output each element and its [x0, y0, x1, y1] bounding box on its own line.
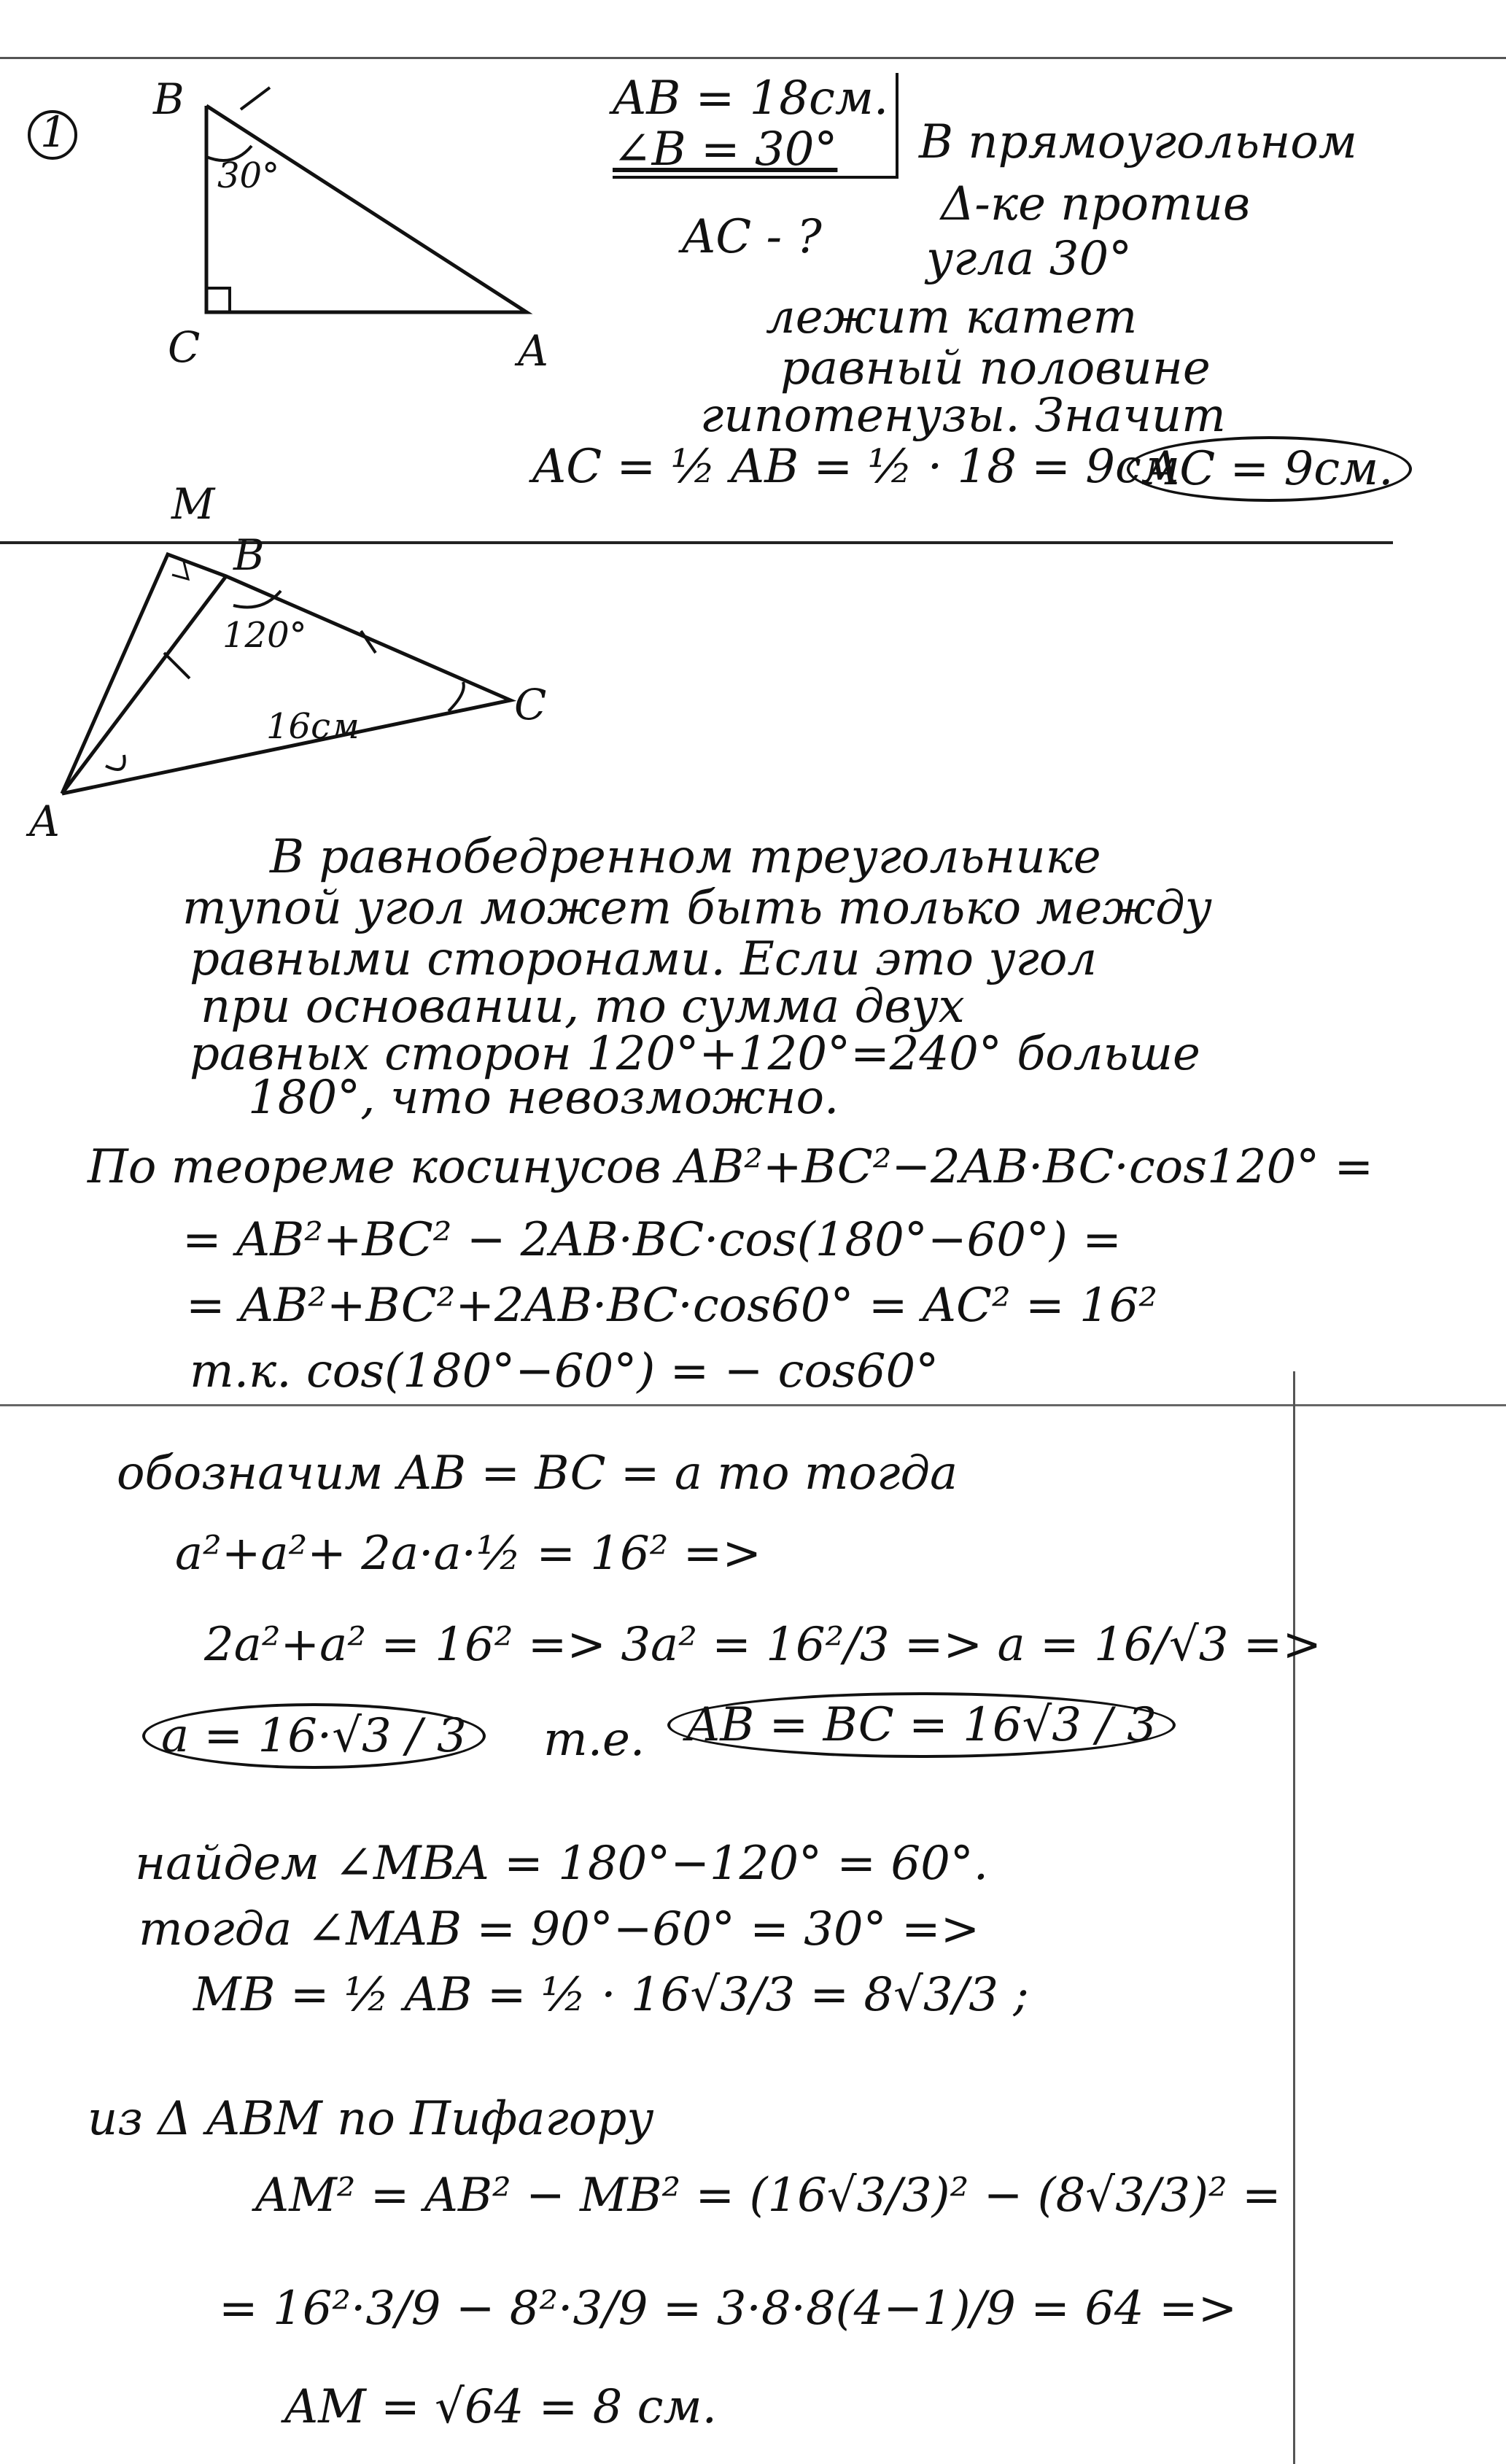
cosine-line: т.к. cos(180°−60°) = − cos60°	[190, 1344, 939, 1398]
answer-ac: AC = 9см.	[1127, 436, 1412, 502]
pythagoras-line: из Δ ABM по Пифагору	[88, 2092, 654, 2146]
vertex-label-c2: C	[514, 680, 547, 729]
angle-label-30: 30°	[217, 155, 280, 196]
vertex-label-a2: A	[29, 797, 60, 846]
page-break-line	[0, 1404, 1506, 1406]
solution-line: угла 30°	[926, 232, 1133, 286]
text-line: В равнобедренном треугольнике	[270, 830, 1101, 884]
angle-line: тогда ∠MAB = 90°−60° = 30° =>	[139, 1902, 980, 1956]
text-line: равными сторонами. Если это угол	[190, 932, 1098, 986]
solution-line: лежит катет	[766, 290, 1138, 344]
given-line: AB = 18см.	[613, 71, 889, 125]
pythagoras-line: = 16²·3/9 − 8²·3/9 = 3·8·8(4−1)/9 = 64 =>	[219, 2282, 1238, 2336]
problem-number: 1	[40, 107, 67, 157]
solution-line: В прямоугольном	[919, 115, 1357, 169]
vertex-label-b: B	[153, 74, 185, 124]
angle-label-120: 120°	[222, 615, 307, 656]
unknown-line: AC - ?	[682, 210, 822, 264]
text-line: тупой угол может быть только между	[182, 881, 1212, 935]
cosine-line: = AB²+BC²+2AB·BC·cos60° = AC² = 16²	[186, 1279, 1158, 1333]
derivation-line: обозначим AB = BC = a то тогда	[117, 1446, 958, 1500]
vertex-label-b2: B	[233, 530, 265, 580]
angle-line: MB = ½ AB = ½ · 16√3/3 = 8√3/3 ;	[193, 1968, 1029, 2022]
derivation-line: 2a²+a² = 16² => 3a² = 16²/3 => a = 16/√3 =>	[204, 1618, 1322, 1672]
result-a: a = 16·√3 / 3	[142, 1703, 486, 1769]
derivation-line: a²+a²+ 2a·a·½ = 16² =>	[175, 1527, 761, 1581]
formula-ac: AC = ½ AB = ½ · 18 = 9см	[532, 440, 1180, 494]
solution-line: Δ-ке против	[941, 177, 1251, 231]
given-line: ∠B = 30°	[613, 123, 838, 177]
solution-line: гипотенузы. Значит	[700, 389, 1226, 443]
vertex-label-a: A	[518, 326, 548, 376]
pythagoras-line: AM² = AB² − MB² = (16√3/3)² − (8√3/3)² =	[255, 2169, 1281, 2223]
page-edge-line	[1293, 1371, 1295, 2464]
vertex-label-c: C	[168, 322, 201, 372]
side-label-16: 16см	[266, 706, 360, 747]
text-line: при основании, то сумма двух	[201, 980, 965, 1034]
cosine-line: По теореме косинусов AB²+BC²−2AB·BC·cos120° =	[88, 1140, 1374, 1194]
cosine-line: = AB²+BC² − 2AB·BC·cos(180°−60°) =	[182, 1213, 1122, 1267]
solution-line: равный половине	[780, 341, 1211, 395]
given-block	[613, 73, 898, 179]
angle-line: найдем ∠MBA = 180°−120° = 60°.	[135, 1837, 989, 1891]
text-line: 180°, что невозможно.	[248, 1071, 839, 1125]
vertex-label-m: M	[171, 479, 215, 529]
te-label: т.е.	[543, 1713, 645, 1767]
pythagoras-line: AM = √64 = 8 см.	[284, 2380, 717, 2434]
result-ab-bc: AB = BC = 16√3 / 3	[667, 1692, 1176, 1758]
text-line: равных сторон 120°+120°=240° больше	[190, 1027, 1200, 1081]
